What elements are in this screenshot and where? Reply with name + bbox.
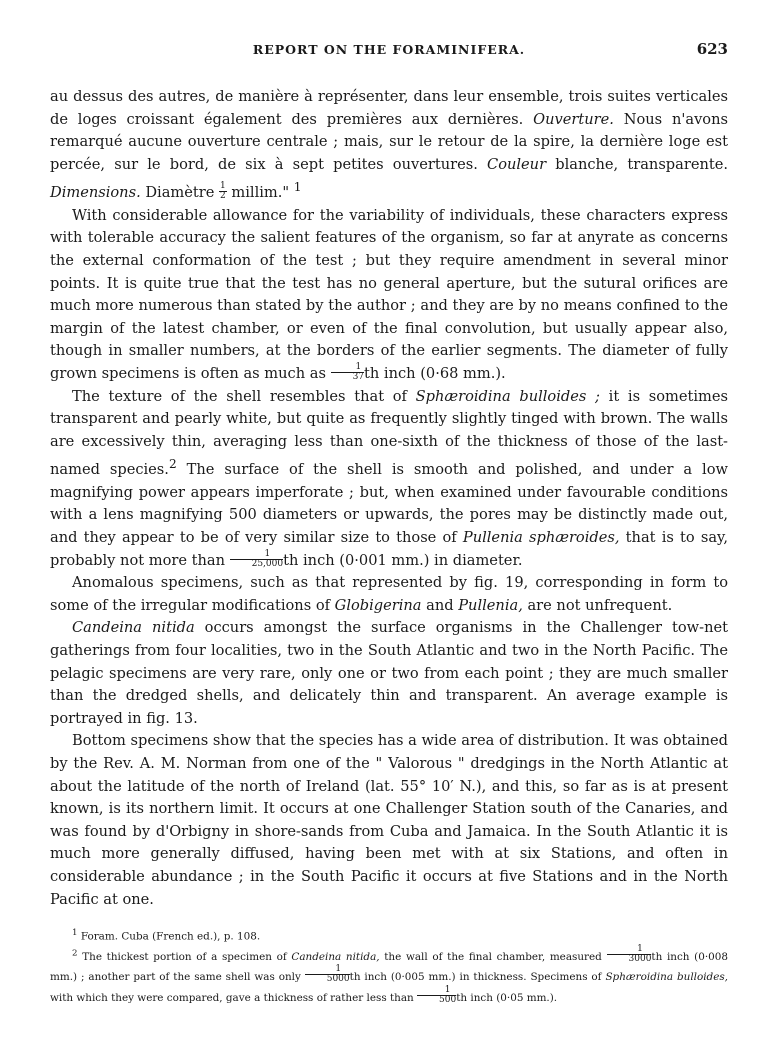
text-run: th inch (0·001 mm.) in diameter. [283,551,523,569]
footnote-text: Foram. Cuba (French ed.), p. 108. [77,930,261,943]
italic-run: Couleur [487,155,547,173]
fraction-numerator: 1 [305,965,350,975]
footnote-1 [50,926,728,945]
footnote-2 [50,945,728,1007]
text-run: Bottom specimens show that the species has a wide area of distribution. It was obtained by the Rev. A. M. Norman from one of the " Valorous " dredgings in the North Atlantic at about the latitude of the north of Ireland (lat. 55° 10′ N.), and this, so far as is at present known, is its northern limit. It occurs at one Challenger Station south of the Canaries, and was found by d'Orbigny in shore-sands from Cuba and Jamaica. In the South Atlantic it is much more generally diffused, having been met with at six Stations, and often in considerable abundance ; in the South Pacific it occurs at five Stations and in the North Pacific at one. [50,732,728,908]
text-run: that is to say, probably not more than [50,529,728,569]
footnote-text: The thickest portion of a specimen of [77,950,292,963]
text-run: The texture of the shell resembles that of [72,387,416,405]
text-run: With considerable allowance for the variability of individuals, these characters express with tolerable accuracy the salient features of the organism, so far at anyrate as concerns the external conformation of the test ; but they require amendment in several minor points. It is quite true that the test has no general aperture, but the sutural orifices are much more numerous than stated by the author ; and they are by no means confined to the margin of the latest chamber, or even of the final convolution, but usually appear also, though in smaller numbers, at the borders of the earlier segments. The diameter of fully grown specimens is often as much as [50,206,728,382]
fraction-denominator: 2 [220,191,226,202]
fraction-numerator: 1 [417,986,456,996]
fraction-numerator: 1 [230,550,284,560]
page-header [50,42,728,66]
fraction [417,986,456,1005]
fraction-denominator: 3000 [628,953,652,964]
fraction-numerator: 1 [331,363,364,373]
italic-run: Ouverture. [533,110,614,128]
footnote-ref: 1 [293,180,302,195]
footnote-text: th inch (0·005 mm.) in thickness. Specimens of [349,971,606,984]
text-run: blanche, transparente. [546,155,728,173]
italic-run: Globigerina [334,596,422,614]
italic-run: Candeina nitida [72,619,195,637]
fraction-denominator: 25,000 [251,558,284,569]
footnote-text: with which they were compared, gave a thickness of rather less than [50,991,418,1004]
paragraph-1 [50,86,728,205]
text-run: are not unfrequent. [522,596,673,614]
running-head: REPORT ON THE FORAMINIFERA. [252,42,526,57]
fraction [230,550,284,569]
text-run: occurs amongst the surface organisms in the Challenger tow-net gatherings from four localities, two in the South Atlantic and two in the North Pacific. The pelagic specimens are very rare, only one or two from each point ; they are much smaller than the dredged shells, and delicately thin and transparent. An average example is portrayed in fig. 13. [50,619,728,727]
italic-run: Dimensions. [50,184,141,202]
fraction-denominator: 5000 [326,974,350,985]
paragraph-2 [50,205,728,386]
text-run: Diamètre [140,184,220,202]
fraction [607,945,652,964]
footnote-text: th inch (0·008 mm.) ; another part of the same shell was only [50,950,728,984]
fraction-numerator: 1 [220,181,226,192]
fraction-numerator: 1 [607,945,652,955]
footnote-marker: 2 [72,948,78,959]
fraction [219,182,227,201]
paragraph-6 [50,730,728,911]
italic-run: Pullenia, [458,596,523,614]
footnote-text: th inch (0·05 mm.). [456,991,558,1004]
footnote-marker: 1 [72,928,78,938]
text-run: it is sometimes transparent and pearly white, but quite as frequently slightly tinged with brown. The walls are excessively thin, averaging less than one-sixth of the thickness of those of the last-named species. [50,387,729,479]
fraction-denominator: 37 [352,371,365,382]
fraction [305,965,350,984]
paragraph-3 [50,386,728,573]
footnote-ref: 2 [168,457,177,472]
fraction-denominator: 500 [439,994,457,1005]
italic-run: Sphæroidina bulloides, [605,971,728,984]
text-run: th inch (0·68 mm.). [364,364,506,382]
text-run: The surface of the shell is smooth and polished, and under a low magnifying power appears imperforate ; but, when examined under favourable conditions with a lens magnifying 500 diameters or upwards, the pores may be distinctly made out, and they appear to be of very similar size to those of [50,461,728,546]
text-run: au dessus des autres, de manière à représenter, dans leur ensemble, trois suites verticales de loges croissant également des premières aux dernières. [50,88,728,128]
italic-run: Sphæroidina bulloides ; [415,387,600,405]
text-run: millim." [226,184,294,202]
text-run: Anomalous specimens, such as that represented by fig. 19, corresponding in form to some of the irregular modifications of [50,574,728,614]
text-run: and [421,596,459,614]
page-number: 623 [696,40,728,58]
footnotes [50,926,728,1006]
paragraph-4 [50,572,728,617]
italic-run: Candeina nitida, [291,950,380,963]
text-run: Nous n'avons remarqué aucune ouverture centrale ; mais, sur le retour de la spire, la dernière loge est percée, sur le bord, de six à sept petites ouvertures. [50,110,728,173]
footnote-text: the wall of the final chamber, measured [379,950,607,963]
fraction [331,363,364,382]
main-text [50,86,728,911]
paragraph-5 [50,617,728,730]
italic-run: Pullenia sphæroides, [462,529,620,546]
